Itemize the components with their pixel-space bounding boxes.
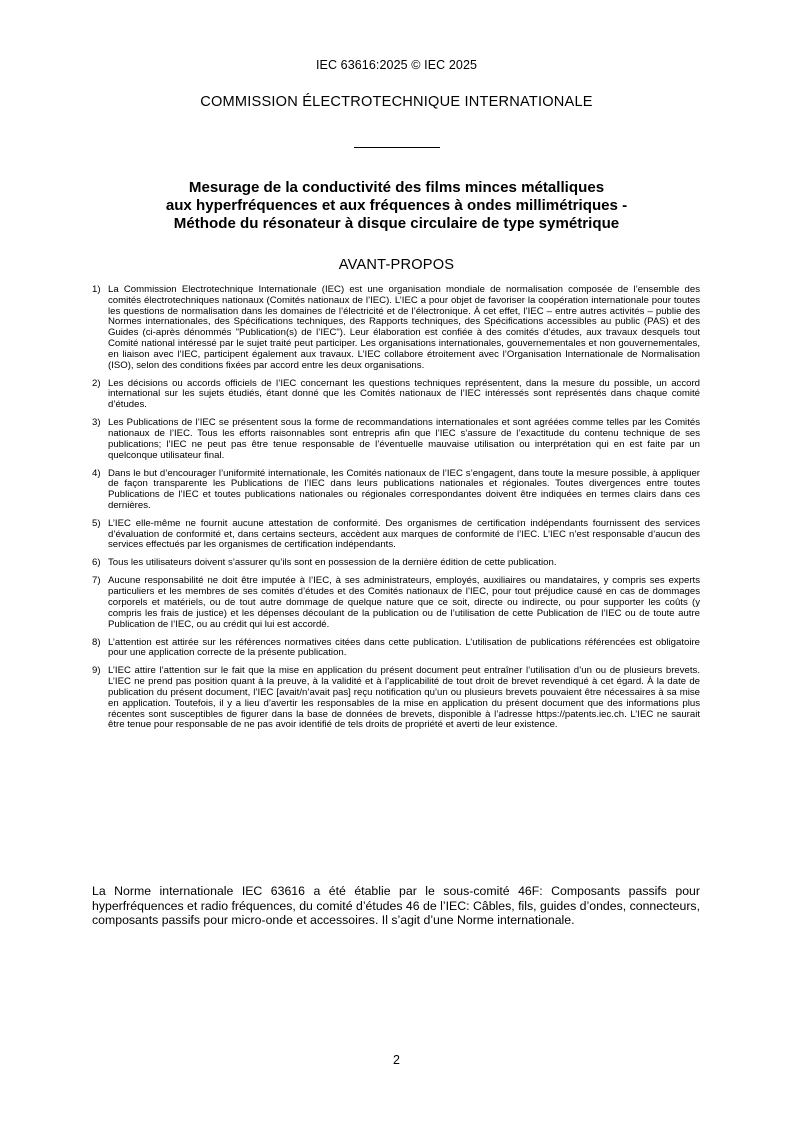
item-number: 1)	[92, 284, 101, 295]
item-number: 8)	[92, 636, 101, 648]
foreword-item	[92, 558, 700, 569]
item-number: 7)	[92, 575, 101, 587]
organization-name: COMMISSION ÉLECTROTECHNIQUE INTERNATIONALE	[200, 94, 593, 110]
document-reference: IEC 63616:2025 © IEC 2025	[315, 58, 478, 72]
item-number: 2)	[92, 377, 101, 389]
closing-paragraph: La Norme internationale IEC 63616 a été établie par le sous-comité 46F: Composants passifs pour hyperfréquences et radio fréquences, du comité d’études 46 de l’IEC: Câbles, fils, guides d’ondes, connecteurs, composants passifs pour micro-onde et accessoires. Il s’agit d’une Norme internationale.	[92, 884, 700, 928]
item-number: 4)	[92, 467, 101, 479]
item-text: Les décisions ou accords officiels de l’IEC concernant les questions techniques représentent, dans la mesure du possible, un accord international sur les sujets étudiés, étant donné que les Comités nationaux de l’IEC intéressés sont représentés dans chaque comité d’études.	[108, 377, 700, 411]
separator-rule	[354, 147, 440, 148]
item-text: Aucune responsabilité ne doit être imputée à l’IEC, à ses administrateurs, employés, auxiliaires ou mandataires, y compris ses experts particuliers et les membres de ses comités d’études et des Comités nationaux de l’IEC, pour tout préjudice causé en cas de dommages corporels et matériels, ou de tout autre dommage de quelque nature que ce soit, directe ou indirecte, ou pour supporter les coûts (y compris les frais de justice) et les dépenses découlant de la publication ou de l’utilisation de cette Publication de l’IEC ou de toute autre Publication de l’IEC, ou au crédit qui lui est accordé.	[108, 575, 700, 630]
foreword-list	[92, 285, 700, 738]
title-line: Mesurage de la conductivité des films minces métalliques	[188, 179, 605, 196]
page-number: 2	[393, 1053, 400, 1067]
item-number: 3)	[92, 417, 101, 429]
item-number: 9)	[92, 665, 101, 677]
foreword-item	[92, 519, 700, 551]
foreword-heading: AVANT-PROPOS	[338, 257, 455, 273]
title-line: aux hyperfréquences et aux fréquences à ondes millimétriques -	[165, 197, 628, 214]
foreword-item	[92, 666, 700, 731]
foreword-item	[92, 285, 700, 371]
foreword-item	[92, 379, 700, 411]
foreword-item	[92, 469, 700, 512]
item-text: Tous les utilisateurs doivent s’assurer qu’ils sont en possession de la dernière édition de cette publication.	[108, 557, 557, 569]
item-text: La Commission Electrotechnique Internationale (IEC) est une organisation mondiale de normalisation composée de l’ensemble des comités électrotechniques nationaux (Comités nationaux de l’IEC). L’IEC a pour objet de favoriser la coopération internationale pour toutes les questions de normalisation dans les domaines de l’électricité et de l’électronique. À cet effet, l’IEC – entre autres activités – publie des Normes internationales, des Spécifications techniques, des Rapports techniques, des Spécifications accessibles au public (PAS) et des Guides (ci-après dénommés "Publication(s) de l’IEC"). Leur élaboration est confiée à des comités d’études, aux travaux desquels tout Comité national intéressé par le sujet traité peut participer. Les organisations internationales, gouvernementales et non gouvernementales, en liaison avec l’IEC, participent également aux travaux. L’IEC collabore étroitement avec l’Organisation Internationale de Normalisation (ISO), selon des conditions fixées par accord entre les deux organisations.	[108, 284, 700, 371]
item-number: 5)	[92, 517, 101, 529]
foreword-item	[92, 638, 700, 660]
document-title	[0, 179, 793, 233]
item-text: L’IEC attire l’attention sur le fait que la mise en application du présent document peut entraîner l’utilisation d’un ou de plusieurs brevets. L’IEC ne prend pas position quant à la preuve, à la validité et à l’applicabilité de tout droit de brevet revendiqué à cet égard. À la date de publication du présent document, l’IEC [avait/n’avait pas] reçu notification qu’un ou plusieurs brevets pouvaient être nécessaires à sa mise en application. Toutefois, il y a lieu d’avertir les responsables de la mise en application du présent document que des informations plus récentes sont susceptibles de figurer dans la base de données de brevets, disponible à l’adresse https://patents.iec.ch. L’IEC ne saurait être tenue pour responsable de ne pas avoir identifié de tels droits de propriété et averti de leur existence.	[108, 665, 700, 731]
foreword-item	[92, 576, 700, 630]
foreword-item	[92, 418, 700, 461]
item-number: 6)	[92, 557, 101, 569]
item-text: L’attention est attirée sur les références normatives citées dans cette publication. L’utilisation de publications référencées est obligatoire pour une application correcte de la présente publication.	[108, 636, 700, 659]
item-text: Les Publications de l’IEC se présentent sous la forme de recommandations internationales et sont agréées comme telles par les Comités nationaux de l’IEC. Tous les efforts raisonnables sont entrepris afin que l’IEC s’assure de l’exactitude du contenu technique de ses publications; l’IEC ne peut pas être tenue responsable de l’éventuelle mauvaise utilisation ou interprétation qui en est faite par un quelconque utilisateur final.	[108, 417, 700, 461]
item-text: Dans le but d’encourager l’uniformité internationale, les Comités nationaux de l’IEC s’engagent, dans toute la mesure possible, à appliquer de façon transparente les Publications de l’IEC dans leurs publications nationales et régionales. Toutes divergences entre toutes Publications de l’IEC et toutes publications nationales ou régionales correspondantes doivent être indiquées en termes clairs dans ces dernières.	[108, 467, 700, 511]
item-text: L’IEC elle-même ne fournit aucune attestation de conformité. Des organismes de certification indépendants fournissent des services d’évaluation de conformité et, dans certains secteurs, accèdent aux marques de conformité de l’IEC. L’IEC n’est responsable d’aucun des services effectués par les organismes de certification indépendants.	[108, 517, 700, 551]
title-line: Méthode du résonateur à disque circulaire de type symétrique	[173, 215, 620, 232]
